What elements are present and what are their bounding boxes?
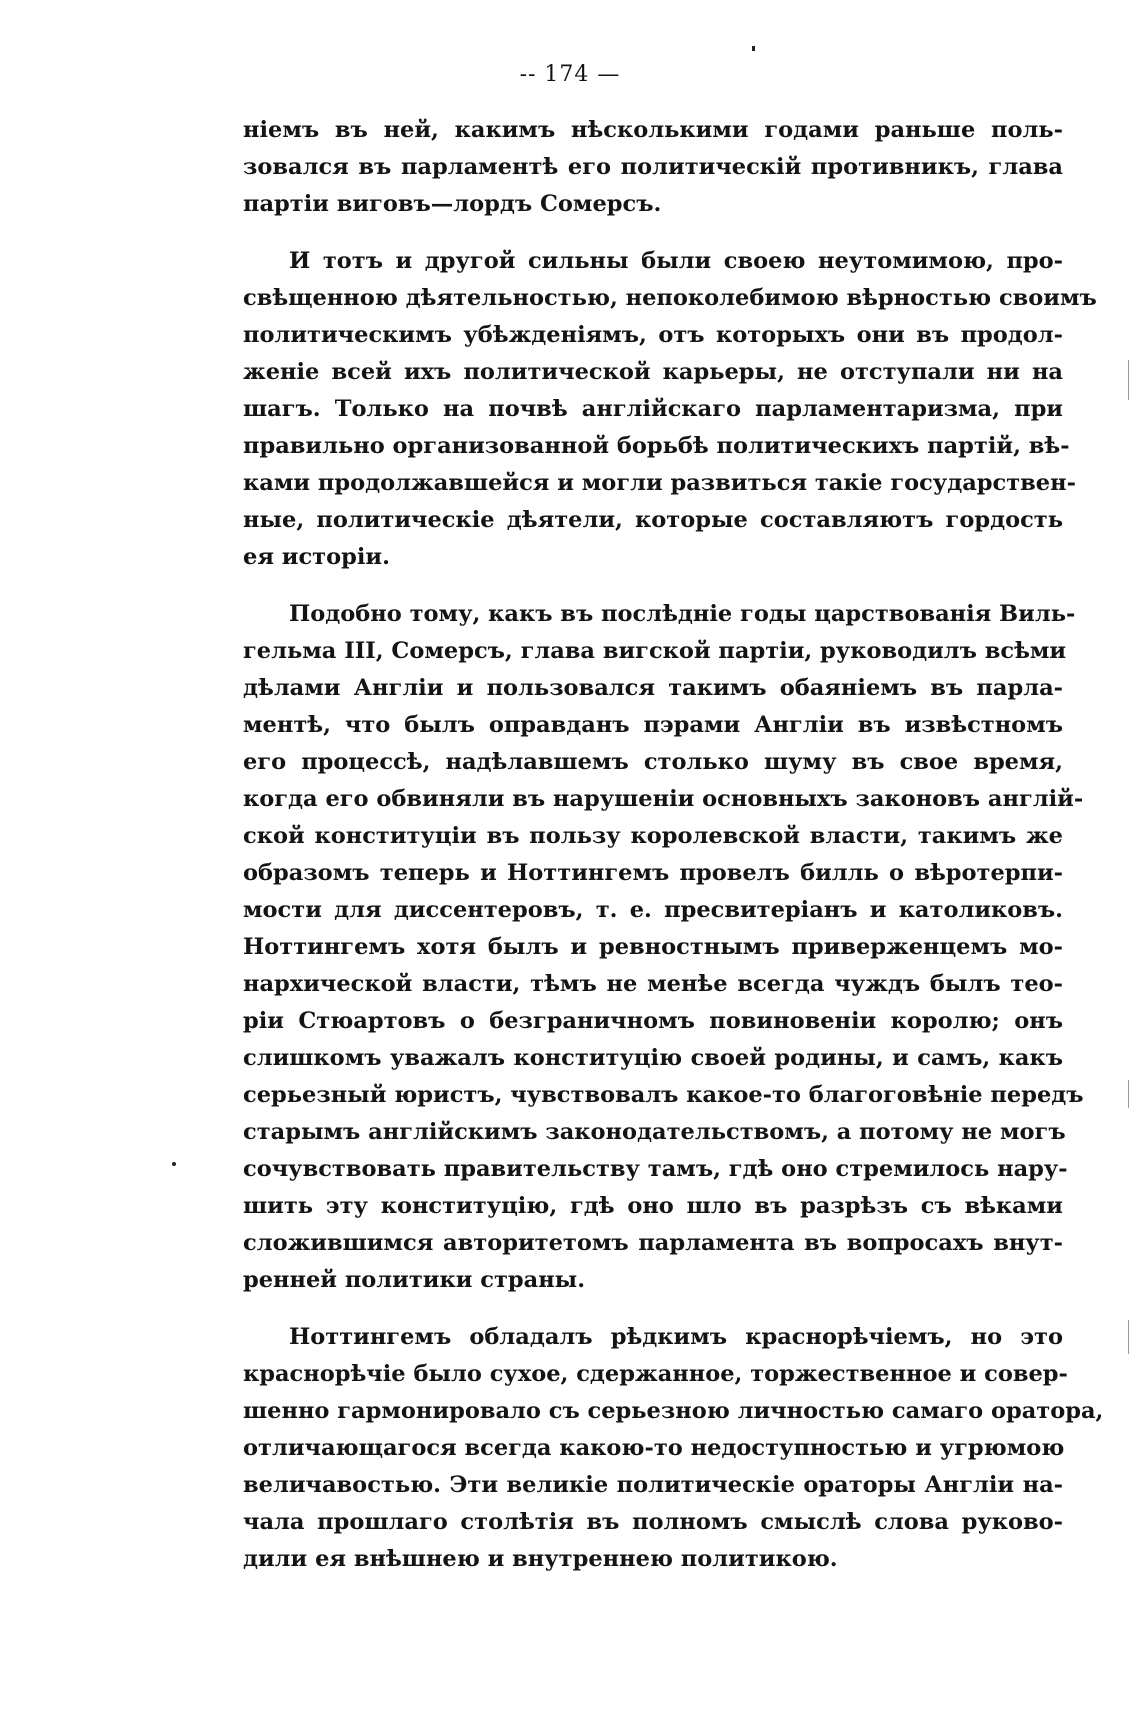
page-edge-mark: [1128, 1080, 1129, 1108]
text-line: гельма III, Сомерсъ, глава вигской партіи, руководилъ всѣми: [243, 638, 1067, 664]
text-line: шить эту конституцію, гдѣ оно шло въ разрѣзъ съ вѣками: [243, 1193, 1063, 1219]
text-line: ками продолжавшейся и могли развиться такіе государствен-: [243, 470, 1076, 496]
text-line: ея исторіи.: [243, 544, 390, 570]
text-line: зовался въ парламентѣ его политическій противникъ, глава: [243, 154, 1063, 180]
text-line: политическимъ убѣжденіямъ, отъ которыхъ они въ продол-: [243, 322, 1063, 348]
text-line: И тотъ и другой сильны были своею неутомимою, про-: [289, 248, 1063, 274]
text-line: ные, политическіе дѣятели, которые составляютъ гордость: [243, 507, 1063, 533]
text-line: женіе всей ихъ политической карьеры, не отступали ни на: [243, 359, 1063, 385]
body-text: [243, 112, 1104, 1598]
paragraph-2: [243, 243, 1097, 576]
text-line: правильно организованной борьбѣ политическихъ партій, вѣ-: [243, 433, 1070, 459]
text-line: старымъ англійскимъ законодательствомъ, а потому не могъ: [243, 1119, 1066, 1145]
paragraph-3: [243, 596, 1084, 1299]
page-number: -- 174 —: [519, 62, 621, 87]
text-line: образомъ теперь и Ноттингемъ провелъ билль о вѣротерпи-: [243, 860, 1063, 886]
text-line: краснорѣчіе было сухое, сдержанное, торжественное и совер-: [243, 1361, 1068, 1387]
text-line: ской конституціи въ пользу королевской власти, такимъ же: [243, 823, 1063, 849]
text-line: ніемъ въ ней, какимъ нѣсколькими годами раньше поль-: [243, 117, 1063, 143]
paragraph-1: [243, 112, 1063, 223]
text-line: дили ея внѣшнею и внутреннею политикою.: [243, 1546, 838, 1572]
text-line: ренней политики страны.: [243, 1267, 586, 1293]
text-line: слишкомъ уважалъ конституцію своей родины, и самъ, какъ: [243, 1045, 1063, 1071]
text-line: мости для диссентеровъ, т. е. пресвитеріанъ и католиковъ.: [243, 897, 1063, 923]
text-line: чала прошлаго столѣтія въ полномъ смыслѣ слова руково-: [243, 1509, 1063, 1535]
text-line: когда его обвиняли въ нарушеніи основныхъ законовъ англій-: [243, 786, 1084, 812]
text-line: ріи Стюартовъ о безграничномъ повиновеніи королю; онъ: [243, 1008, 1063, 1034]
text-line: ментѣ, что былъ оправданъ пэрами Англіи въ извѣстномъ: [243, 712, 1063, 738]
text-line: нархической власти, тѣмъ не менѣе всегда чуждъ былъ тео-: [243, 971, 1063, 997]
text-line: дѣлами Англіи и пользовался такимъ обаяніемъ въ парла-: [243, 675, 1063, 701]
text-line: Ноттингемъ обладалъ рѣдкимъ краснорѣчіемъ, но это: [289, 1324, 1063, 1350]
text-line: его процессѣ, надѣлавшемъ столько шуму въ свое время,: [243, 749, 1063, 775]
margin-dot: [172, 1162, 176, 1166]
text-line: свѣщенною дѣятельностью, непоколебимою вѣрностью своимъ: [243, 285, 1097, 311]
text-line: сложившимся авторитетомъ парламента въ вопросахъ внут-: [243, 1230, 1063, 1256]
text-line: величавостью. Эти великіе политическіе ораторы Англіи на-: [243, 1472, 1063, 1498]
text-line: шагъ. Только на почвѣ англійскаго парламентаризма, при: [243, 396, 1063, 422]
text-line: отличающагося всегда какою-то недоступностью и угрюмою: [243, 1435, 1065, 1461]
page-edge-mark: [1128, 1320, 1129, 1354]
text-line: сочувствовать правительству тамъ, гдѣ оно стремилось нару-: [243, 1156, 1068, 1182]
text-line: партіи виговъ—лордъ Сомерсъ.: [243, 191, 662, 217]
text-line: серьезный юристъ, чувствовалъ какое-то благоговѣніе передъ: [243, 1082, 1084, 1108]
paragraph-4: [243, 1319, 1104, 1578]
text-line: Подобно тому, какъ въ послѣдніе годы царствованія Виль-: [289, 601, 1076, 627]
text-line: шенно гармонировало съ серьезною личностью самаго оратора,: [243, 1398, 1104, 1424]
page-edge-mark: [1128, 360, 1129, 400]
text-line: Ноттингемъ хотя былъ и ревностнымъ приверженцемъ мо-: [243, 934, 1063, 960]
print-speck: [752, 46, 755, 51]
